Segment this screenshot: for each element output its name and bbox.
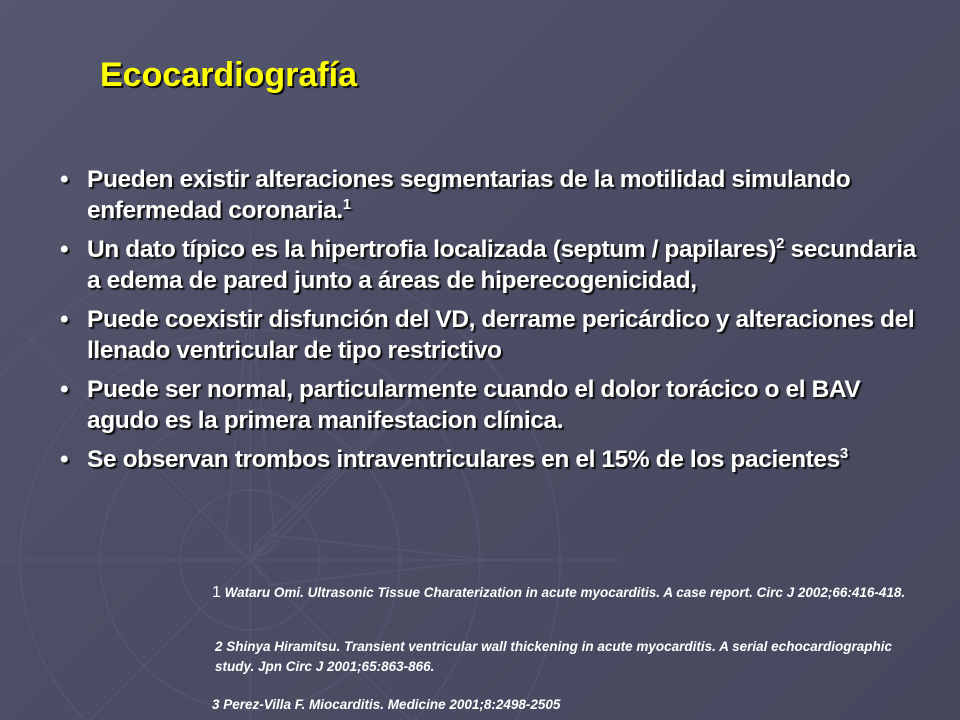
bullet-text: Puede ser normal, particularmente cuando el dolor torácico o el BAV agudo es la primera manifestacion clínica.: [87, 376, 861, 434]
bullet-marker: •: [60, 376, 69, 403]
reference-number: 1: [212, 584, 221, 601]
bullet-text: Puede coexistir disfunción del VD, derrame pericárdico y alteraciones del llenado ventricular de tipo restrictivo: [87, 306, 915, 364]
citation-superscript: 3: [839, 444, 848, 462]
slide-title: Ecocardiografía: [100, 56, 357, 94]
citation-superscript: 2: [776, 234, 785, 252]
bullet-item: [60, 234, 920, 296]
bullet-item: [60, 444, 920, 475]
bullet-text: Se observan trombos intraventriculares en el 15% de los pacientes: [87, 446, 840, 473]
bullet-item: [60, 374, 920, 436]
bullet-item: [60, 304, 920, 366]
bullet-text: Pueden existir alteraciones segmentarias de la motilidad simulando enfermedad coronaria.: [87, 166, 851, 224]
reference-2: 2 Shinya Hiramitsu. Transient ventricular wall thickening in acute myocarditis. A serial echocardiographic study. Jpn Circ J 2001;65:863-866.: [215, 639, 892, 674]
bullet-text: Un dato típico es la hipertrofia localizada (septum / papilares): [87, 236, 777, 263]
bullet-text-continuation: secundaria a edema de pared junto a áreas de hiperecogenicidad,: [87, 236, 916, 294]
bullet-marker: •: [60, 306, 69, 333]
reference-text: Wataru Omi. Ultrasonic Tissue Charaterization in acute myocarditis. A case report. Circ J 2002;66:416-418.: [220, 585, 906, 600]
citation-superscript: 1: [342, 195, 351, 213]
bullet-item: [60, 164, 920, 226]
bullet-marker: •: [60, 236, 69, 263]
reference-3: 3 Perez-Villa F. Miocarditis. Medicine 2001;8:2498-2505: [212, 697, 561, 712]
bullet-list: [60, 164, 920, 483]
bullet-marker: •: [60, 166, 69, 193]
bullet-marker: •: [60, 446, 69, 473]
